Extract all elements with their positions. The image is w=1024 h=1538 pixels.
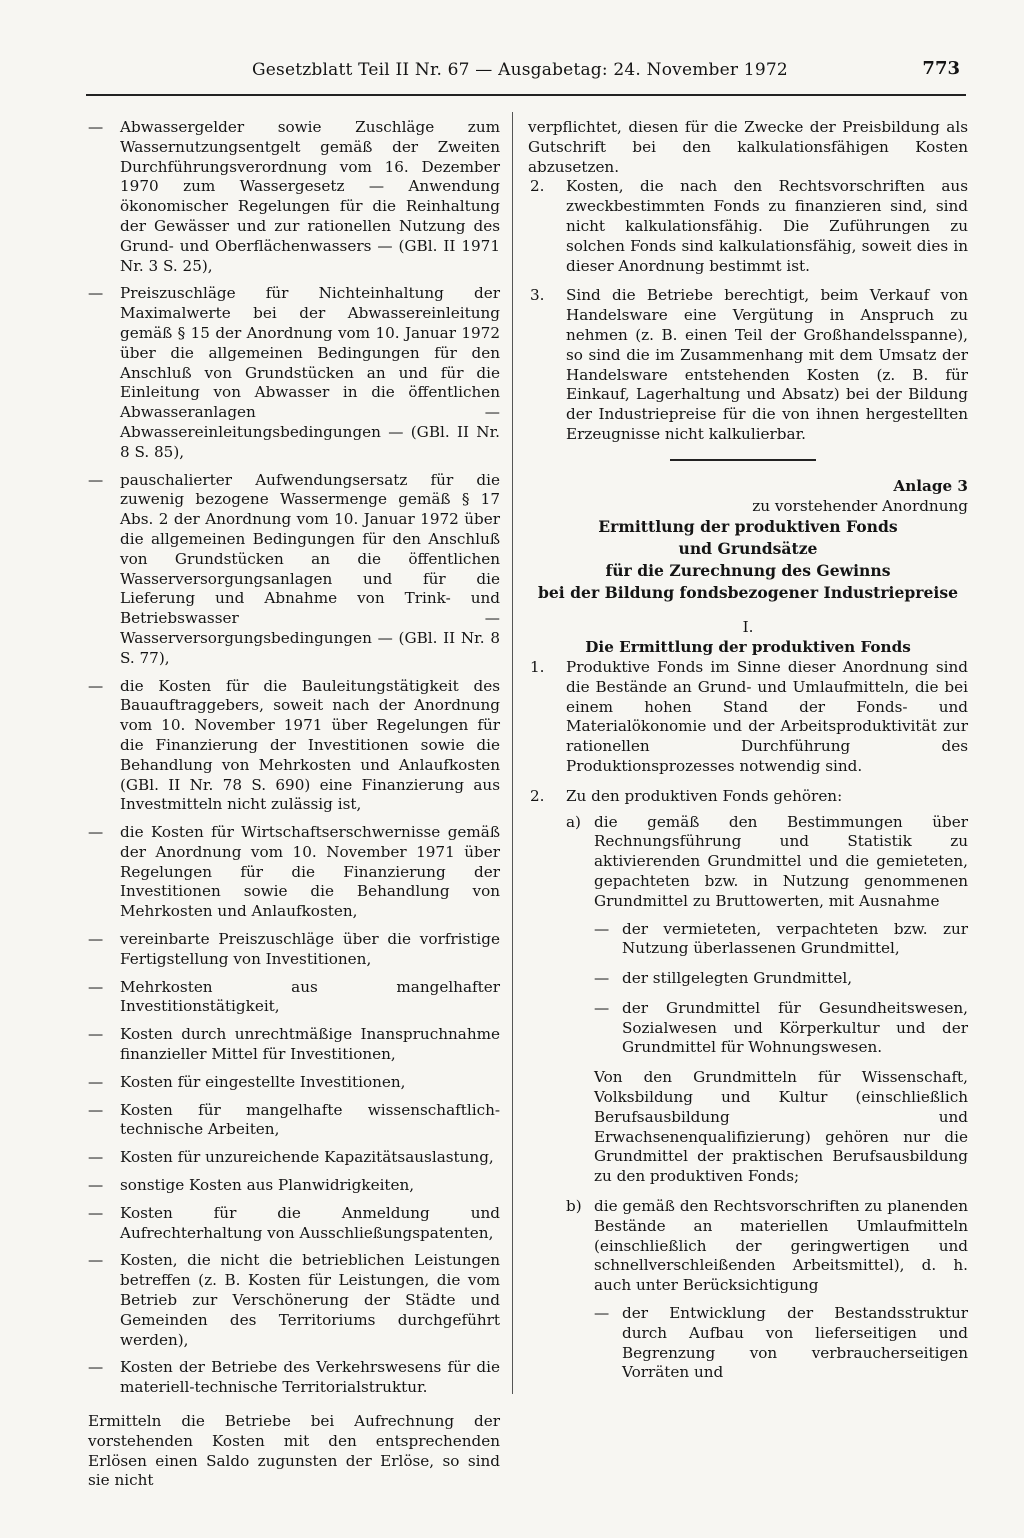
sub-item-b bbox=[566, 1197, 968, 1383]
list-item-marker: — bbox=[88, 284, 104, 303]
list-item-marker: — bbox=[88, 1203, 104, 1222]
section-divider bbox=[670, 459, 816, 461]
list-item bbox=[88, 677, 500, 816]
list-item-marker: — bbox=[88, 930, 104, 949]
list-item-marker: — bbox=[88, 1176, 104, 1195]
numbered-item-marker: 3. bbox=[530, 286, 545, 305]
list-item-text: Kosten der Betriebe des Verkehrswesens für die materiell-technische Territorialstruktur. bbox=[120, 1358, 500, 1397]
sub-marker: b) bbox=[566, 1197, 582, 1216]
list-item-text: Kosten, die nicht die betrieblichen Leistungen betreffen (z. B. Kosten für Leistungen, die vom Betrieb zur Verschönerung der Städte und Gemeinden des Territoriums durchgeführt werden), bbox=[120, 1251, 500, 1349]
header-title: Gesetzblatt Teil II Nr. 67 — Ausgabetag: 24. November 1972 bbox=[252, 60, 788, 80]
point-1 bbox=[528, 658, 968, 777]
sub-marker: a) bbox=[566, 812, 581, 831]
list-item-text: pauschalierter Aufwendungsersatz für die zuwenig bezogene Wassermenge gemäß § 17 Abs. 2 der Anordnung vom 10. Januar 1972 über die allgemeinen Bedingungen für den Anschluß von Grundstücken an die öffentlichen Wasserversorgungsanlagen und für die Lieferung und Abnahme von Trink- und Betriebswasser — Wasserversorgungsbedingungen — (GBl. II Nr. 8 S. 77), bbox=[120, 470, 500, 667]
page-number: 773 bbox=[922, 58, 960, 79]
header-rule bbox=[86, 94, 966, 96]
list-item bbox=[88, 978, 500, 1018]
numbered-item-text: Kosten, die nach den Rechtsvorschriften aus zweckbestimmten Fonds zu finanzieren sind, sind nicht kalkulationsfähig. Die Zuführungen zu solchen Fonds sind kalkulationsfähig, soweit dies in dieser Anordnung bestimmt ist. bbox=[566, 177, 968, 275]
list-item-marker: — bbox=[88, 823, 104, 842]
list-item-marker: — bbox=[88, 1148, 104, 1167]
right-column bbox=[528, 118, 968, 1393]
list-item-text: Kosten durch unrechtmäßige Inanspruchnahme finanzieller Mittel für Investitionen, bbox=[120, 1025, 500, 1064]
dash-item bbox=[594, 969, 968, 989]
list-item-marker: — bbox=[88, 977, 104, 996]
list-item-text: die Kosten für die Bauleitungstätigkeit des Bauauftraggebers, soweit nach der Anordnung vom 10. November 1971 über Regelungen für die Finanzierung der Investitionen sowie die Behandlung von Mehrkosten und Anlaufkosten (GBl. II Nr. 78 S. 690) eine Finanzierung aus Investmitteln nicht zulässig ist, bbox=[120, 676, 500, 814]
sub-a-dash-list bbox=[594, 920, 968, 1059]
list-item bbox=[88, 823, 500, 922]
list-item bbox=[88, 471, 500, 669]
list-item-text: Abwassergelder sowie Zuschläge zum Wassernutzungsentgelt gemäß der Zweiten Durchführungsverordnung vom 16. Dezember 1970 zum Wassergesetz — Anwendung ökonomischer Regelungen für die Reinhaltung der Gewässer und zur rationellen Nutzung des Grund- und Oberflächenwassers — (GBl. II 1971 Nr. 3 S. 25), bbox=[120, 118, 500, 275]
point-2 bbox=[528, 787, 968, 1384]
numbered-list bbox=[528, 177, 968, 444]
list-item bbox=[88, 1025, 500, 1065]
sub-a-paragraph: Von den Grundmitteln für Wissenschaft, Volksbildung und Kultur (einschließlich Berufsausbildung und Erwachsenenqualifizierung) gehören nur die Grundmittel der praktischen Berufsausbildung zu den produktiven Fonds; bbox=[594, 1068, 968, 1186]
closing-paragraph: Ermitteln die Betriebe bei Aufrechnung der vorstehenden Kosten mit den entsprechenden Erlösen einen Saldo zugunsten der Erlöse, so sind sie nicht bbox=[88, 1412, 500, 1490]
list-item-text: die Kosten für Wirtschaftserschwernisse gemäß der Anordnung vom 10. November 1971 über Regelungen für die Finanzierung der Investitionen sowie die Behandlung von Mehrkosten und Anlaufkosten, bbox=[120, 823, 500, 921]
list-item bbox=[88, 1101, 500, 1141]
sub-text: die gemäß den Bestimmungen über Rechnungsführung und Statistik zu aktivierenden Grundmittel und die gemieteten, gepachteten bzw. in Nutzung genommenen Grundmittel zu Bruttowerten, mit Ausnahme bbox=[594, 812, 968, 910]
list-item-marker: — bbox=[88, 1251, 104, 1270]
list-item-marker: — bbox=[88, 1072, 104, 1091]
heading-line: bei der Bildung fondsbezogener Industriepreise bbox=[537, 583, 959, 603]
dash-item-marker: — bbox=[594, 969, 610, 988]
dash-item-text: der Entwicklung der Bestandsstruktur durch Aufbau von lieferseitigen und Begrenzung von verbraucherseitigen Vorräten und bbox=[622, 1304, 968, 1382]
numbered-item-text: Sind die Betriebe berechtigt, beim Verkauf von Handelsware eine Vergütung in Anspruch zu nehmen (z. B. einen Teil der Großhandelsspanne), so sind die im Zusammenhang mit dem Umsatz der Handelsware entstehenden Kosten (z. B. für Einkauf, Lagerhaltung und Absatz) bei der Bildung der Industriepreise für die von ihnen hergestellten Erzeugnisse nicht kalkulierbar. bbox=[566, 286, 968, 443]
heading-line: für die Zurechnung des Gewinns bbox=[605, 561, 891, 581]
column-divider bbox=[512, 112, 513, 1394]
point-marker: 1. bbox=[530, 657, 545, 676]
point-text: Zu den produktiven Fonds gehören: bbox=[566, 786, 843, 805]
section-heading: Die Ermittlung der produktiven Fonds bbox=[585, 638, 911, 657]
sub-text: die gemäß den Rechtsvorschriften zu planenden Bestände an materiellen Umlaufmitteln (einschließlich der geringwertigen und schnellverschleißenden Arbeitsmittel), d. h. auch unter Berücksichtigung bbox=[594, 1197, 968, 1295]
list-item-text: Mehrkosten aus mangelhafter Investitionstätigkeit, bbox=[120, 977, 500, 1016]
dash-item-text: der stillgelegten Grundmittel, bbox=[622, 969, 853, 988]
list-item-marker: — bbox=[88, 118, 104, 136]
list-item bbox=[88, 1204, 500, 1244]
dash-item-marker: — bbox=[594, 998, 610, 1017]
annex-subtitle: zu vorstehender Anordnung bbox=[752, 496, 968, 515]
left-column bbox=[88, 118, 500, 1491]
annex-title: Anlage 3 bbox=[893, 476, 968, 495]
continuation-paragraph: verpflichtet, diesen für die Zwecke der Preisbildung als Gutschrift bei den kalkulationsfähigen Kosten abzusetzen. bbox=[528, 118, 968, 176]
list-item bbox=[88, 1176, 500, 1196]
list-item bbox=[88, 930, 500, 970]
section-number: I. bbox=[742, 618, 754, 637]
list-item-marker: — bbox=[88, 676, 104, 695]
point-text: Produktive Fonds im Sinne dieser Anordnung sind die Bestände an Grund- und Umlaufmitteln, die bei einem hohen Stand der Fonds- und Materialökonomie und der Arbeitsproduktivität zur rationellen Durchführung des Produktionsprozesses notwendig sind. bbox=[566, 657, 968, 775]
list-item-marker: — bbox=[88, 1025, 104, 1044]
list-item-text: sonstige Kosten aus Planwidrigkeiten, bbox=[120, 1176, 415, 1195]
numbered-item-marker: 2. bbox=[530, 177, 545, 196]
list-item-text: vereinbarte Preiszuschläge über die vorfristige Fertigstellung von Investitionen, bbox=[120, 930, 500, 968]
list-item bbox=[88, 284, 500, 462]
list-item-text: Kosten für die Anmeldung und Aufrechterhaltung von Ausschließungspatenten, bbox=[120, 1203, 500, 1242]
heading-line: und Grundsätze bbox=[678, 539, 818, 559]
dash-item bbox=[594, 1304, 968, 1383]
list-item bbox=[88, 1251, 500, 1350]
page-header bbox=[86, 58, 966, 92]
sub-item-a bbox=[566, 813, 968, 1188]
annex-heading bbox=[528, 516, 968, 604]
list-item-text: Preiszuschläge für Nichteinhaltung der Maximalwerte bei der Abwassereinleitung gemäß § 15 der Anordnung vom 10. Januar 1972 über die allgemeinen Bedingungen für den Anschluß von Grundstücken an und für die Einleitung von Abwasser in die öffentlichen Abwasseranlagen — Abwassereinleitungsbedingungen — (GBl. II Nr. 8 S. 85), bbox=[120, 284, 500, 461]
dash-item-text: der vermieteten, verpachteten bzw. zur Nutzung überlassenen Grundmittel, bbox=[622, 919, 968, 958]
dash-item-text: der Grundmittel für Gesundheitswesen, Sozialwesen und Körperkultur und der Grundmittel für Wohnungswesen. bbox=[622, 998, 968, 1057]
dash-item bbox=[594, 920, 968, 960]
list-item bbox=[88, 1148, 500, 1168]
left-item-list bbox=[88, 118, 500, 1398]
dash-item-marker: — bbox=[594, 1304, 610, 1323]
list-item-text: Kosten für mangelhafte wissenschaftlich-technische Arbeiten, bbox=[120, 1100, 500, 1139]
sub-b-dash-list bbox=[594, 1304, 968, 1383]
numbered-item bbox=[528, 177, 968, 276]
list-item bbox=[88, 1358, 500, 1398]
list-item-marker: — bbox=[88, 1100, 104, 1119]
heading-line: Ermittlung der produktiven Fonds bbox=[598, 517, 898, 537]
dash-item-marker: — bbox=[594, 919, 610, 938]
list-item-marker: — bbox=[88, 1358, 104, 1377]
list-item-marker: — bbox=[88, 470, 104, 489]
list-item bbox=[88, 118, 500, 276]
point-marker: 2. bbox=[530, 786, 545, 805]
list-item-text: Kosten für eingestellte Investitionen, bbox=[120, 1072, 406, 1091]
numbered-item bbox=[528, 286, 968, 444]
dash-item bbox=[594, 999, 968, 1058]
list-item bbox=[88, 1073, 500, 1093]
list-item-text: Kosten für unzureichende Kapazitätsauslastung, bbox=[120, 1148, 494, 1167]
